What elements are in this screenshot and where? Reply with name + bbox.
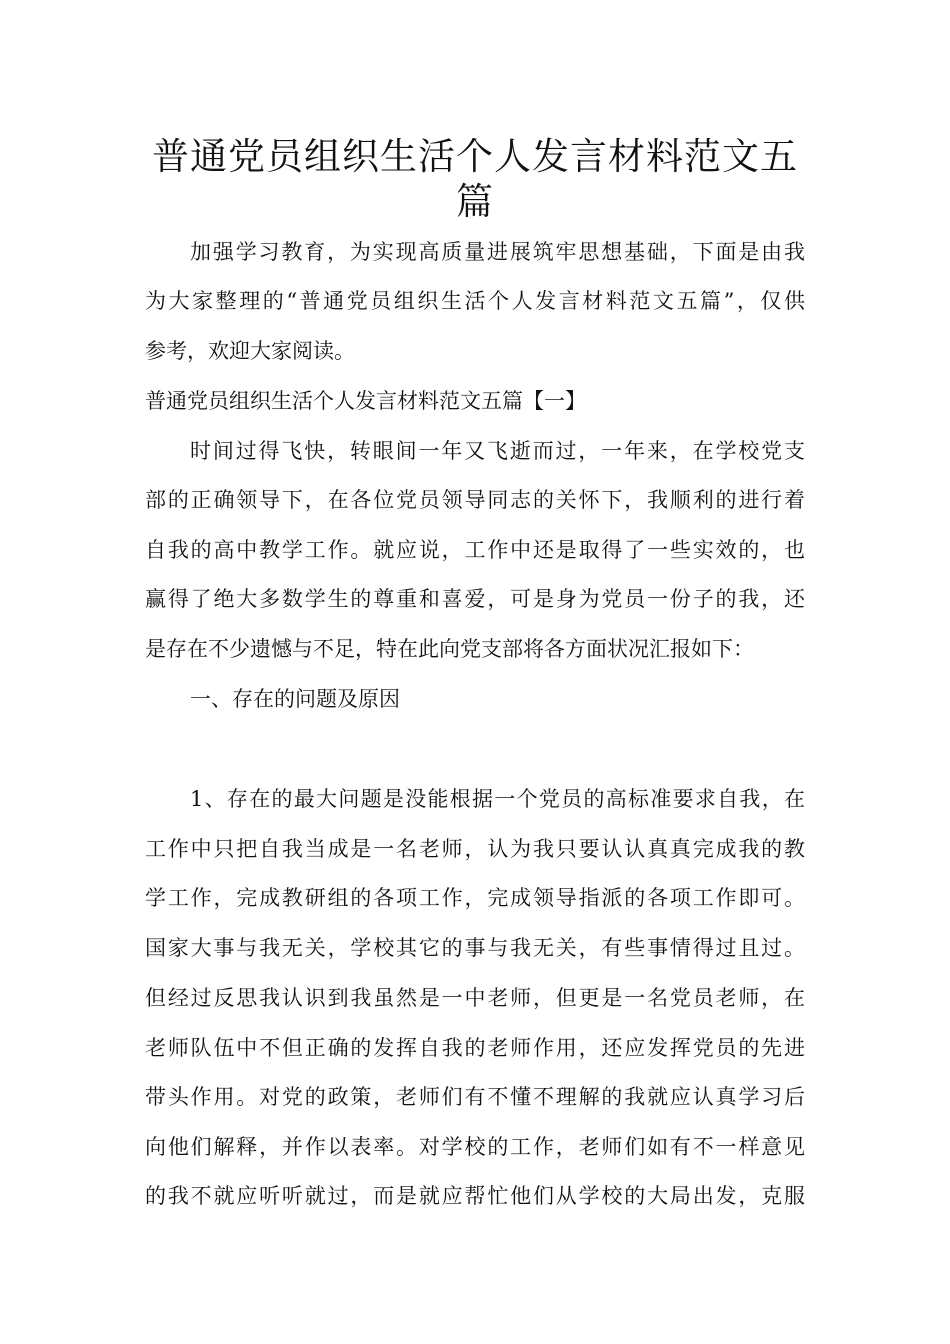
section-heading: 普通党员组织生活个人发言材料范文五篇【一】 bbox=[145, 389, 586, 413]
para2-line-3: 学工作，完成教研组的各项工作，完成领导指派的各项工作即可。 bbox=[145, 886, 805, 910]
para2-line-8: 向他们解释，并作以表率。对学校的工作，老师们如有不一样意见 bbox=[145, 1135, 805, 1159]
document-title-line-2: 篇 bbox=[456, 180, 494, 223]
para1-line-2: 部的正确领导下，在各位党员领导同志的关怀下，我顺利的进行着 bbox=[145, 488, 805, 512]
para2-line-6: 老师队伍中不但正确的发挥自我的老师作用，还应发挥党员的先进 bbox=[145, 1036, 805, 1060]
intro-line-1: 加强学习教育，为实现高质量进展筑牢思想基础，下面是由我 bbox=[190, 240, 805, 264]
para2-line-4: 国家大事与我无关，学校其它的事与我无关，有些事情得过且过。 bbox=[145, 936, 805, 960]
para2-line-5: 但经过反思我认识到我虽然是一中老师，但更是一名党员老师，在 bbox=[145, 986, 805, 1010]
para2-line-7: 带头作用。对党的政策，老师们有不懂不理解的我就应认真学习后 bbox=[145, 1085, 805, 1109]
subheading: 一、存在的问题及原因 bbox=[190, 687, 400, 711]
para1-line-4: 赢得了绝大多数学生的尊重和喜爱，可是身为党员一份子的我，还 bbox=[145, 587, 805, 611]
intro-line-3: 参考，欢迎大家阅读。 bbox=[145, 339, 355, 363]
para1-line-3: 自我的高中教学工作。就应说，工作中还是取得了一些实效的，也 bbox=[145, 538, 805, 562]
document-title-line-1: 普通党员组织生活个人发言材料范文五 bbox=[152, 135, 798, 178]
para2-line-9: 的我不就应听听就过，而是就应帮忙他们从学校的大局出发，克服 bbox=[145, 1184, 805, 1208]
intro-line-2: 为大家整理的“普通党员组织生活个人发言材料范文五篇”，仅供 bbox=[145, 289, 805, 313]
para2-line-2: 工作中只把自我当成是一名老师，认为我只要认认真真完成我的教 bbox=[145, 837, 805, 861]
para1-line-5: 是存在不少遗憾与不足，特在此向党支部将各方面状况汇报如下： bbox=[145, 637, 754, 661]
para2-line-1: 1、存在的最大问题是没能根据一个党员的高标准要求自我，在 bbox=[190, 787, 805, 811]
para1-line-1: 时间过得飞快，转眼间一年又飞逝而过，一年来，在学校党支 bbox=[190, 439, 805, 463]
